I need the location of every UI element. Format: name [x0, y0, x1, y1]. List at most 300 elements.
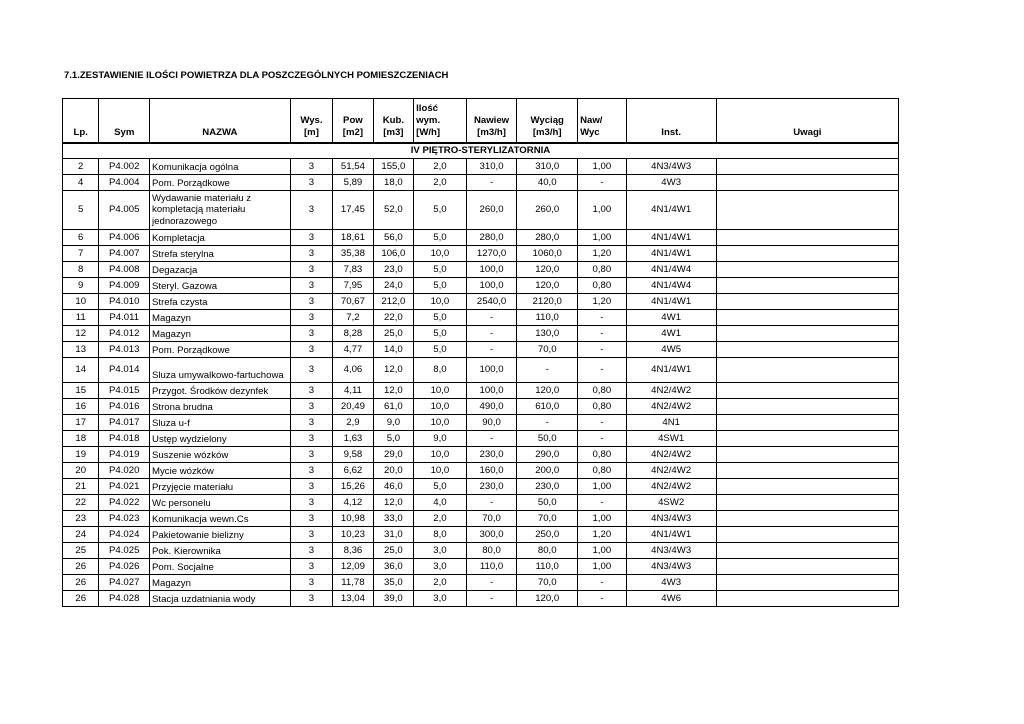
cell-uwagi: [716, 431, 898, 447]
cell-ilosc: 10,0: [414, 415, 467, 431]
cell-ilosc: 10,0: [414, 463, 467, 479]
cell-wyciag: 200,0: [517, 463, 578, 479]
cell-pow: 35,38: [333, 246, 373, 262]
cell-uwagi: [716, 495, 898, 511]
cell-nazwa: Wc personelu: [150, 495, 291, 511]
cell-ilosc: 5,0: [414, 310, 467, 326]
col-lp: Lp.: [63, 99, 99, 144]
cell-kub: 25,0: [373, 326, 413, 342]
cell-nawiew: 100,0: [466, 262, 517, 278]
cell-inst: 4W1: [626, 310, 716, 326]
cell-wyciag: 120,0: [517, 262, 578, 278]
cell-nazwa: Kompletacja: [150, 230, 291, 246]
col-uwagi: Uwagi: [716, 99, 898, 144]
cell-uwagi: [716, 342, 898, 358]
cell-naw-wyc: 1,00: [578, 479, 627, 495]
cell-naw-wyc: -: [578, 358, 627, 383]
cell-nawiew: 230,0: [466, 479, 517, 495]
cell-sym: P4.005: [99, 191, 150, 230]
cell-nazwa: Magazyn: [150, 575, 291, 591]
cell-nawiew: 100,0: [466, 278, 517, 294]
cell-wyciag: 70,0: [517, 511, 578, 527]
cell-kub: 61,0: [373, 399, 413, 415]
cell-inst: 4N1/4W4: [626, 278, 716, 294]
cell-nawiew: 310,0: [466, 159, 517, 175]
cell-nawiew: 230,0: [466, 447, 517, 463]
cell-pow: 8,36: [333, 543, 373, 559]
col-naw-wyc-line1: Naw/: [580, 115, 603, 126]
col-nazwa: NAZWA: [150, 99, 291, 144]
cell-uwagi: [716, 527, 898, 543]
cell-lp: 20: [63, 463, 99, 479]
cell-ilosc: 10,0: [414, 246, 467, 262]
cell-inst: 4N1: [626, 415, 716, 431]
col-nawiew: [466, 99, 517, 144]
cell-pow: 13,04: [333, 591, 373, 607]
cell-lp: 5: [63, 191, 99, 230]
cell-wyciag: 250,0: [517, 527, 578, 543]
cell-pow: 7,2: [333, 310, 373, 326]
cell-inst: 4N3/4W3: [626, 543, 716, 559]
cell-nazwa: Strefa czysta: [150, 294, 291, 310]
cell-sym: P4.019: [99, 447, 150, 463]
table-row: [63, 342, 899, 358]
cell-nazwa: Sluza umywalkowo-fartuchowa: [150, 358, 291, 383]
cell-nazwa: Mycie wózków: [150, 463, 291, 479]
table-row: [63, 495, 899, 511]
cell-pow: 12,09: [333, 559, 373, 575]
cell-lp: 17: [63, 415, 99, 431]
cell-lp: 16: [63, 399, 99, 415]
table-row: [63, 575, 899, 591]
cell-kub: 9,0: [373, 415, 413, 431]
cell-wyciag: 120,0: [517, 278, 578, 294]
cell-kub: 35,0: [373, 575, 413, 591]
cell-wys: 3: [290, 310, 333, 326]
cell-pow: 17,45: [333, 191, 373, 230]
section-title: IV PIĘTRO-STERYLIZATORNIA: [63, 143, 899, 159]
cell-pow: 7,95: [333, 278, 373, 294]
cell-wys: 3: [290, 575, 333, 591]
document-title: 7.1.ZESTAWIENIE ILOŚCI POWIETRZA DLA POSZCZEGÓLNYCH POMIESZCZENIACH: [64, 70, 449, 81]
cell-wys: 3: [290, 358, 333, 383]
col-wyciag: [517, 99, 578, 144]
col-kub-line2: [m3]: [383, 127, 404, 138]
cell-lp: 26: [63, 575, 99, 591]
cell-wys: 3: [290, 591, 333, 607]
cell-lp: 6: [63, 230, 99, 246]
col-wyciag-line2: [m3/h]: [532, 127, 562, 138]
cell-wys: 3: [290, 262, 333, 278]
cell-nawiew: 2540,0: [466, 294, 517, 310]
cell-sym: P4.018: [99, 431, 150, 447]
col-nawiew-line1: Nawiew: [473, 115, 510, 126]
cell-nawiew: -: [466, 326, 517, 342]
col-ilosc-line2: [W/h]: [416, 127, 441, 138]
cell-wys: 3: [290, 559, 333, 575]
cell-sym: P4.007: [99, 246, 150, 262]
cell-lp: 22: [63, 495, 99, 511]
cell-ilosc: 10,0: [414, 294, 467, 310]
table-row: [63, 278, 899, 294]
cell-wys: 3: [290, 431, 333, 447]
cell-ilosc: 10,0: [414, 383, 467, 399]
cell-pow: 10,23: [333, 527, 373, 543]
cell-kub: 36,0: [373, 559, 413, 575]
cell-nazwa: Pom. Porządkowe: [150, 342, 291, 358]
cell-nazwa: Komunikacja ogólna: [150, 159, 291, 175]
cell-sym: P4.008: [99, 262, 150, 278]
cell-naw-wyc: 1,00: [578, 159, 627, 175]
cell-lp: 14: [63, 358, 99, 383]
cell-nazwa: Strona brudna: [150, 399, 291, 415]
cell-inst: 4W3: [626, 575, 716, 591]
cell-naw-wyc: 1,00: [578, 559, 627, 575]
cell-wyciag: 2120,0: [517, 294, 578, 310]
cell-nazwa: Suszenie wózków: [150, 447, 291, 463]
cell-lp: 9: [63, 278, 99, 294]
cell-wys: 3: [290, 278, 333, 294]
cell-naw-wyc: 1,00: [578, 543, 627, 559]
cell-wyciag: 130,0: [517, 326, 578, 342]
cell-sym: P4.025: [99, 543, 150, 559]
cell-naw-wyc: 1,20: [578, 294, 627, 310]
col-pow: [333, 99, 373, 144]
cell-sym: P4.022: [99, 495, 150, 511]
cell-kub: 39,0: [373, 591, 413, 607]
cell-lp: 2: [63, 159, 99, 175]
cell-inst: 4N2/4W2: [626, 399, 716, 415]
cell-naw-wyc: 0,80: [578, 463, 627, 479]
cell-uwagi: [716, 358, 898, 383]
cell-uwagi: [716, 591, 898, 607]
cell-ilosc: 2,0: [414, 159, 467, 175]
cell-uwagi: [716, 326, 898, 342]
cell-uwagi: [716, 310, 898, 326]
cell-wyciag: 290,0: [517, 447, 578, 463]
cell-wys: 3: [290, 543, 333, 559]
cell-ilosc: 10,0: [414, 399, 467, 415]
cell-pow: 5,89: [333, 175, 373, 191]
cell-wys: 3: [290, 246, 333, 262]
cell-kub: 33,0: [373, 511, 413, 527]
cell-inst: 4N2/4W2: [626, 447, 716, 463]
cell-wyciag: 310,0: [517, 159, 578, 175]
cell-nawiew: -: [466, 591, 517, 607]
cell-nazwa: Wydawanie materiału z kompletacją materiału jednorazowego: [150, 191, 291, 230]
cell-nazwa: Magazyn: [150, 310, 291, 326]
cell-ilosc: 4,0: [414, 495, 467, 511]
header-row: [63, 99, 899, 144]
cell-ilosc: 2,0: [414, 511, 467, 527]
cell-uwagi: [716, 278, 898, 294]
cell-kub: 106,0: [373, 246, 413, 262]
cell-inst: 4N3/4W3: [626, 559, 716, 575]
cell-ilosc: 5,0: [414, 262, 467, 278]
table-row: [63, 431, 899, 447]
cell-kub: 52,0: [373, 191, 413, 230]
table-row: [63, 415, 899, 431]
cell-uwagi: [716, 399, 898, 415]
cell-nawiew: 100,0: [466, 358, 517, 383]
cell-naw-wyc: -: [578, 342, 627, 358]
cell-lp: 4: [63, 175, 99, 191]
cell-kub: 20,0: [373, 463, 413, 479]
cell-nawiew: -: [466, 175, 517, 191]
table-row: [63, 591, 899, 607]
cell-sym: P4.020: [99, 463, 150, 479]
cell-lp: 13: [63, 342, 99, 358]
col-ilosc-line1: Ilość wym.: [416, 103, 441, 126]
cell-uwagi: [716, 262, 898, 278]
cell-pow: 4,77: [333, 342, 373, 358]
cell-pow: 70,67: [333, 294, 373, 310]
cell-wys: 3: [290, 447, 333, 463]
cell-kub: 46,0: [373, 479, 413, 495]
cell-nazwa: Strefa sterylna: [150, 246, 291, 262]
col-pow-line2: [m2]: [342, 127, 364, 138]
cell-kub: 22,0: [373, 310, 413, 326]
cell-wyciag: 120,0: [517, 383, 578, 399]
cell-wyciag: 80,0: [517, 543, 578, 559]
cell-nazwa: Degazacja: [150, 262, 291, 278]
col-pow-line1: Pow: [343, 115, 363, 126]
col-wys: [290, 99, 333, 144]
cell-naw-wyc: 1,00: [578, 230, 627, 246]
cell-nazwa: Pom. Socjalne: [150, 559, 291, 575]
cell-naw-wyc: -: [578, 431, 627, 447]
cell-ilosc: 2,0: [414, 175, 467, 191]
cell-nazwa: Przygot. Środków dezynfek: [150, 383, 291, 399]
cell-uwagi: [716, 511, 898, 527]
cell-sym: P4.027: [99, 575, 150, 591]
cell-ilosc: 3,0: [414, 543, 467, 559]
table-row: [63, 399, 899, 415]
cell-ilosc: 3,0: [414, 591, 467, 607]
cell-wyciag: 110,0: [517, 310, 578, 326]
cell-naw-wyc: -: [578, 310, 627, 326]
cell-inst: 4N1/4W4: [626, 262, 716, 278]
cell-lp: 7: [63, 246, 99, 262]
cell-wyciag: 50,0: [517, 431, 578, 447]
col-sym: Sym: [99, 99, 150, 144]
cell-naw-wyc: 0,80: [578, 262, 627, 278]
cell-lp: 23: [63, 511, 99, 527]
cell-lp: 24: [63, 527, 99, 543]
cell-ilosc: 8,0: [414, 527, 467, 543]
cell-wys: 3: [290, 342, 333, 358]
cell-ilosc: 9,0: [414, 431, 467, 447]
cell-inst: 4N1/4W1: [626, 230, 716, 246]
cell-lp: 11: [63, 310, 99, 326]
table-row: [63, 383, 899, 399]
cell-ilosc: 10,0: [414, 447, 467, 463]
cell-wys: 3: [290, 230, 333, 246]
cell-uwagi: [716, 191, 898, 230]
cell-inst: 4N2/4W2: [626, 463, 716, 479]
cell-pow: 8,28: [333, 326, 373, 342]
col-wys-line2: [m]: [303, 127, 319, 138]
cell-wyciag: 70,0: [517, 575, 578, 591]
table-row: [63, 358, 899, 383]
cell-kub: 31,0: [373, 527, 413, 543]
table-row: [63, 511, 899, 527]
cell-lp: 10: [63, 294, 99, 310]
cell-wyciag: 120,0: [517, 591, 578, 607]
cell-kub: 12,0: [373, 383, 413, 399]
cell-sym: P4.016: [99, 399, 150, 415]
table-row: [63, 230, 899, 246]
cell-nazwa: Steryl. Gazowa: [150, 278, 291, 294]
col-inst: Inst.: [626, 99, 716, 144]
cell-sym: P4.021: [99, 479, 150, 495]
cell-inst: 4N1/4W1: [626, 294, 716, 310]
cell-wyciag: 40,0: [517, 175, 578, 191]
cell-sym: P4.028: [99, 591, 150, 607]
cell-pow: 4,06: [333, 358, 373, 383]
cell-sym: P4.014: [99, 358, 150, 383]
cell-wys: 3: [290, 191, 333, 230]
cell-ilosc: 5,0: [414, 191, 467, 230]
col-wys-line1: Wys.: [300, 115, 323, 126]
cell-pow: 20,49: [333, 399, 373, 415]
cell-inst: 4N1/4W1: [626, 246, 716, 262]
cell-uwagi: [716, 383, 898, 399]
cell-naw-wyc: 0,80: [578, 278, 627, 294]
cell-sym: P4.023: [99, 511, 150, 527]
cell-nawiew: 160,0: [466, 463, 517, 479]
table-row: [63, 527, 899, 543]
cell-nawiew: 100,0: [466, 383, 517, 399]
cell-uwagi: [716, 447, 898, 463]
table-row: [63, 175, 899, 191]
cell-sym: P4.002: [99, 159, 150, 175]
cell-uwagi: [716, 575, 898, 591]
cell-wys: 3: [290, 479, 333, 495]
cell-nazwa: Komunikacja wewn.Cs: [150, 511, 291, 527]
cell-uwagi: [716, 559, 898, 575]
cell-lp: 21: [63, 479, 99, 495]
col-naw-wyc-line2: Wyc: [580, 127, 600, 138]
cell-naw-wyc: -: [578, 415, 627, 431]
table-row: [63, 543, 899, 559]
table-row: [63, 559, 899, 575]
col-ilosc: [414, 99, 467, 144]
cell-sym: P4.015: [99, 383, 150, 399]
cell-lp: 26: [63, 591, 99, 607]
cell-wys: 3: [290, 463, 333, 479]
cell-ilosc: 2,0: [414, 575, 467, 591]
cell-nawiew: -: [466, 575, 517, 591]
cell-pow: 6,62: [333, 463, 373, 479]
cell-nazwa: Pom. Porządkowe: [150, 175, 291, 191]
col-wyciag-line1: Wyciąg: [530, 115, 564, 126]
cell-inst: 4W3: [626, 175, 716, 191]
cell-nawiew: -: [466, 310, 517, 326]
cell-uwagi: [716, 415, 898, 431]
cell-kub: 23,0: [373, 262, 413, 278]
cell-sym: P4.017: [99, 415, 150, 431]
cell-uwagi: [716, 175, 898, 191]
cell-naw-wyc: 0,80: [578, 383, 627, 399]
cell-nawiew: 490,0: [466, 399, 517, 415]
table-row: [63, 191, 899, 230]
cell-nazwa: Magazyn: [150, 326, 291, 342]
cell-naw-wyc: -: [578, 326, 627, 342]
cell-wyciag: 50,0: [517, 495, 578, 511]
cell-sym: P4.010: [99, 294, 150, 310]
cell-wys: 3: [290, 495, 333, 511]
cell-inst: 4W6: [626, 591, 716, 607]
cell-nazwa: Ustęp wydzielony: [150, 431, 291, 447]
cell-wyciag: 230,0: [517, 479, 578, 495]
cell-lp: 26: [63, 559, 99, 575]
cell-pow: 4,12: [333, 495, 373, 511]
cell-uwagi: [716, 463, 898, 479]
cell-sym: P4.004: [99, 175, 150, 191]
col-kub-line1: Kub.: [382, 115, 405, 126]
cell-sym: P4.012: [99, 326, 150, 342]
cell-inst: 4SW2: [626, 495, 716, 511]
cell-wyciag: 110,0: [517, 559, 578, 575]
cell-wys: 3: [290, 511, 333, 527]
cell-nawiew: 300,0: [466, 527, 517, 543]
table-row: [63, 310, 899, 326]
cell-lp: 15: [63, 383, 99, 399]
cell-lp: 19: [63, 447, 99, 463]
cell-naw-wyc: 1,20: [578, 527, 627, 543]
cell-nawiew: 1270,0: [466, 246, 517, 262]
cell-nazwa: Stacja uzdatniania wody: [150, 591, 291, 607]
cell-kub: 5,0: [373, 431, 413, 447]
cell-inst: 4W5: [626, 342, 716, 358]
cell-sym: P4.011: [99, 310, 150, 326]
cell-inst: 4N1/4W1: [626, 527, 716, 543]
cell-wyciag: -: [517, 358, 578, 383]
cell-kub: 12,0: [373, 358, 413, 383]
cell-uwagi: [716, 479, 898, 495]
cell-nawiew: -: [466, 495, 517, 511]
cell-nawiew: -: [466, 431, 517, 447]
cell-pow: 4,11: [333, 383, 373, 399]
cell-uwagi: [716, 159, 898, 175]
cell-inst: 4N1/4W1: [626, 191, 716, 230]
cell-pow: 18,61: [333, 230, 373, 246]
cell-kub: 24,0: [373, 278, 413, 294]
cell-wys: 3: [290, 399, 333, 415]
table-row: [63, 463, 899, 479]
cell-nawiew: 70,0: [466, 511, 517, 527]
cell-lp: 8: [63, 262, 99, 278]
cell-naw-wyc: 1,20: [578, 246, 627, 262]
cell-pow: 51,54: [333, 159, 373, 175]
cell-nazwa: Przyjęcie materiału: [150, 479, 291, 495]
cell-inst: 4N2/4W2: [626, 479, 716, 495]
cell-wyciag: 610,0: [517, 399, 578, 415]
col-naw-wyc: [578, 99, 627, 144]
cell-wyciag: 280,0: [517, 230, 578, 246]
cell-nawiew: 80,0: [466, 543, 517, 559]
cell-sym: P4.026: [99, 559, 150, 575]
cell-wys: 3: [290, 383, 333, 399]
cell-kub: 56,0: [373, 230, 413, 246]
cell-pow: 7,83: [333, 262, 373, 278]
cell-sym: P4.024: [99, 527, 150, 543]
cell-kub: 212,0: [373, 294, 413, 310]
table-row: [63, 294, 899, 310]
table-row: [63, 479, 899, 495]
cell-ilosc: 5,0: [414, 326, 467, 342]
